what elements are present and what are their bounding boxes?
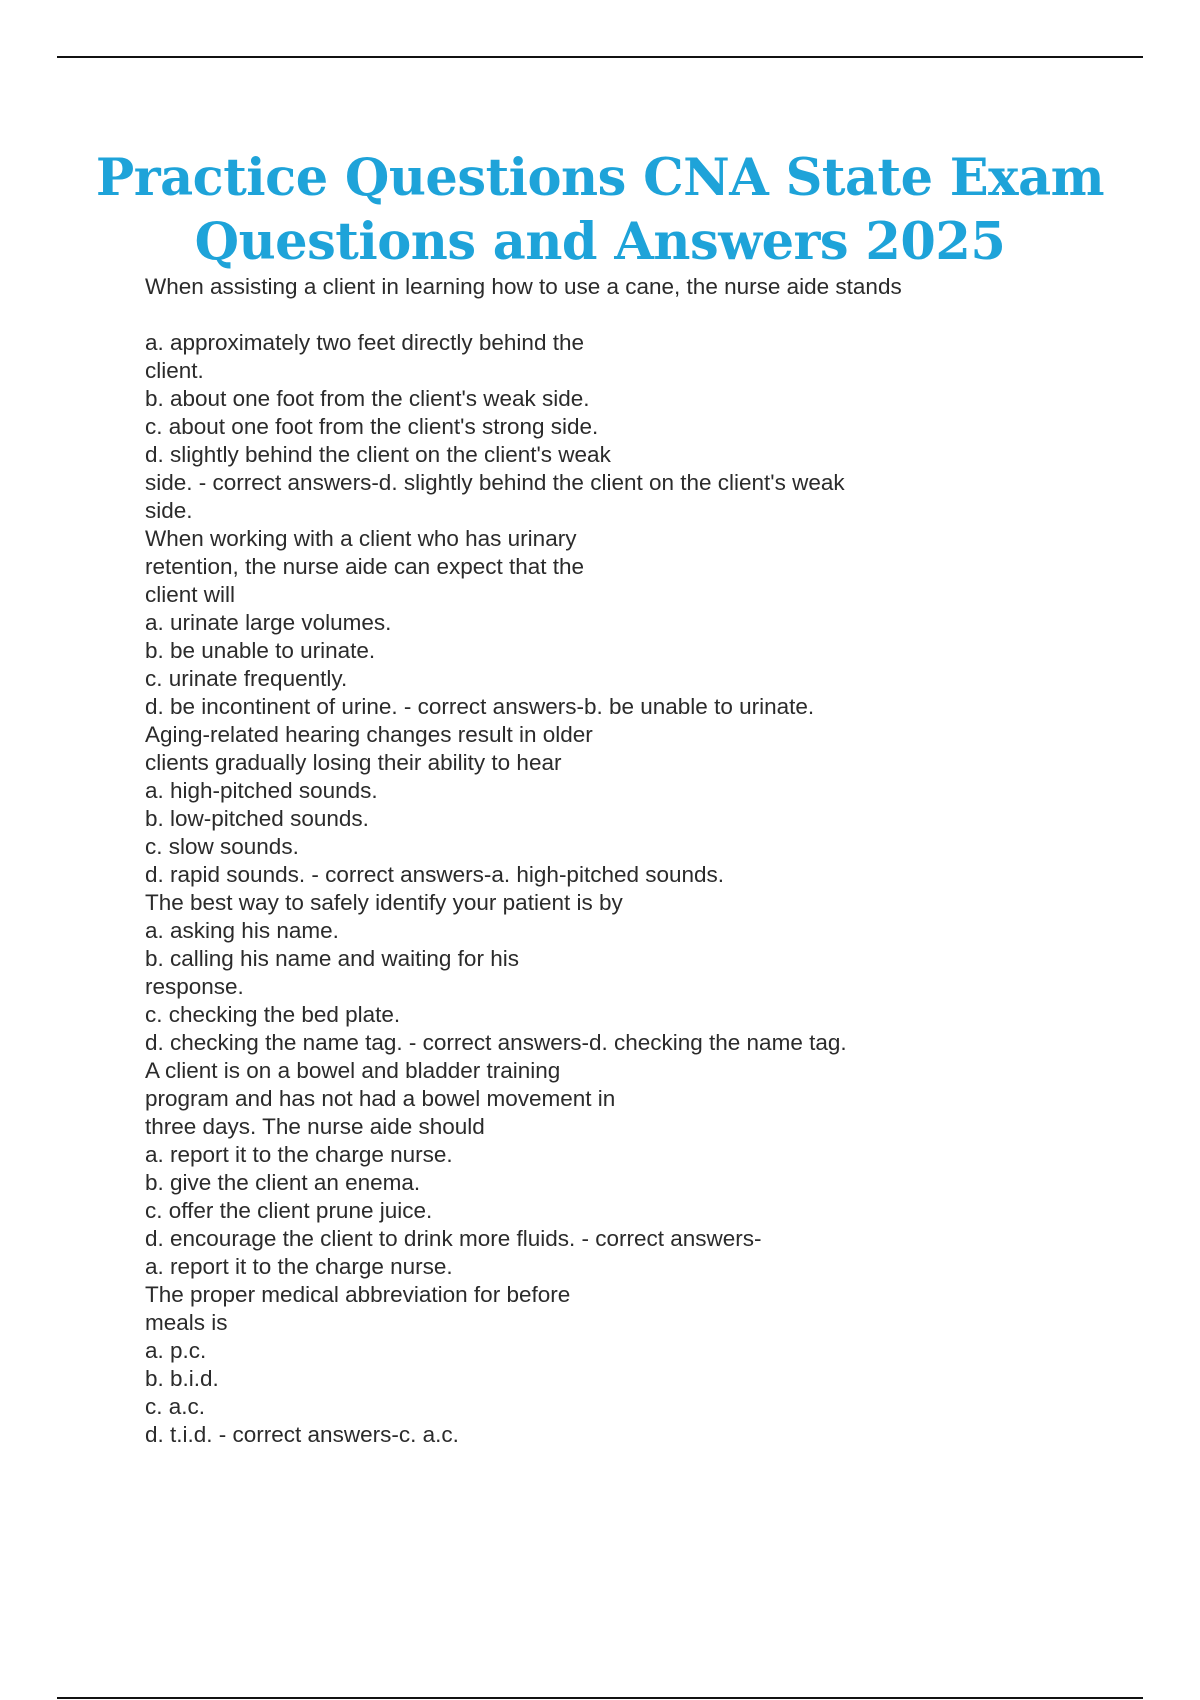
title-line: Practice Questions CNA State Exam xyxy=(95,148,1105,208)
text-line: d. rapid sounds. - correct answers-a. high-pitched sounds. xyxy=(145,862,725,887)
text-line: a. urinate large volumes. xyxy=(145,610,392,635)
title-line: Questions and Answers 2025 xyxy=(194,212,1006,272)
text-line: A client is on a bowel and bladder training xyxy=(145,1058,561,1083)
text-line: side. - correct answers-d. slightly behind the client on the client's weak xyxy=(145,470,845,495)
text-line: d. be incontinent of urine. - correct answers-b. be unable to urinate. xyxy=(145,694,815,719)
text-line: a. high-pitched sounds. xyxy=(145,778,378,803)
text-line: The proper medical abbreviation for before xyxy=(145,1282,571,1307)
text-line: Aging-related hearing changes result in older xyxy=(145,722,593,747)
text-line: side. xyxy=(145,498,193,523)
text-line: a. p.c. xyxy=(145,1338,207,1363)
text-line: clients gradually losing their ability to hear xyxy=(145,750,562,775)
text-line: a. report it to the charge nurse. xyxy=(145,1254,453,1279)
text-line: c. slow sounds. xyxy=(145,834,299,859)
page-title xyxy=(80,146,1120,274)
text-line: b. b.i.d. xyxy=(145,1366,219,1391)
text-line: c. urinate frequently. xyxy=(145,666,348,691)
text-line: client will xyxy=(145,582,236,607)
text-line: d. slightly behind the client on the client's weak xyxy=(145,442,611,467)
text-line: c. about one foot from the client's strong side. xyxy=(145,414,599,439)
text-line: When working with a client who has urinary xyxy=(145,526,577,551)
blank-line xyxy=(145,301,1145,329)
text-line: b. low-pitched sounds. xyxy=(145,806,369,831)
text-line: c. a.c. xyxy=(145,1394,206,1419)
text-line: d. t.i.d. - correct answers-c. a.c. xyxy=(145,1422,459,1447)
text-line: a. report it to the charge nurse. xyxy=(145,1142,453,1167)
text-line: meals is xyxy=(145,1310,228,1335)
text-line: c. checking the bed plate. xyxy=(145,1002,401,1027)
text-line: c. offer the client prune juice. xyxy=(145,1198,433,1223)
text-line: retention, the nurse aide can expect that the xyxy=(145,554,585,579)
text-line: b. give the client an enema. xyxy=(145,1170,421,1195)
text-line: b. be unable to urinate. xyxy=(145,638,376,663)
text-line: The best way to safely identify your patient is by xyxy=(145,890,623,915)
text-line: three days. The nurse aide should xyxy=(145,1114,485,1139)
text-line: b. calling his name and waiting for his xyxy=(145,946,519,971)
top-rule xyxy=(57,56,1143,58)
text-line: a. asking his name. xyxy=(145,918,339,943)
text-line: d. encourage the client to drink more fluids. - correct answers- xyxy=(145,1226,762,1251)
text-line: When assisting a client in learning how to use a cane, the nurse aide stands xyxy=(145,274,902,299)
bottom-rule xyxy=(57,1697,1143,1699)
question-text-body xyxy=(145,273,1145,1449)
text-line: d. checking the name tag. - correct answers-d. checking the name tag. xyxy=(145,1030,847,1055)
text-line: a. approximately two feet directly behind the xyxy=(145,330,584,355)
text-line: program and has not had a bowel movement in xyxy=(145,1086,616,1111)
text-line: b. about one foot from the client's weak side. xyxy=(145,386,590,411)
text-line: response. xyxy=(145,974,244,999)
text-line: client. xyxy=(145,358,204,383)
